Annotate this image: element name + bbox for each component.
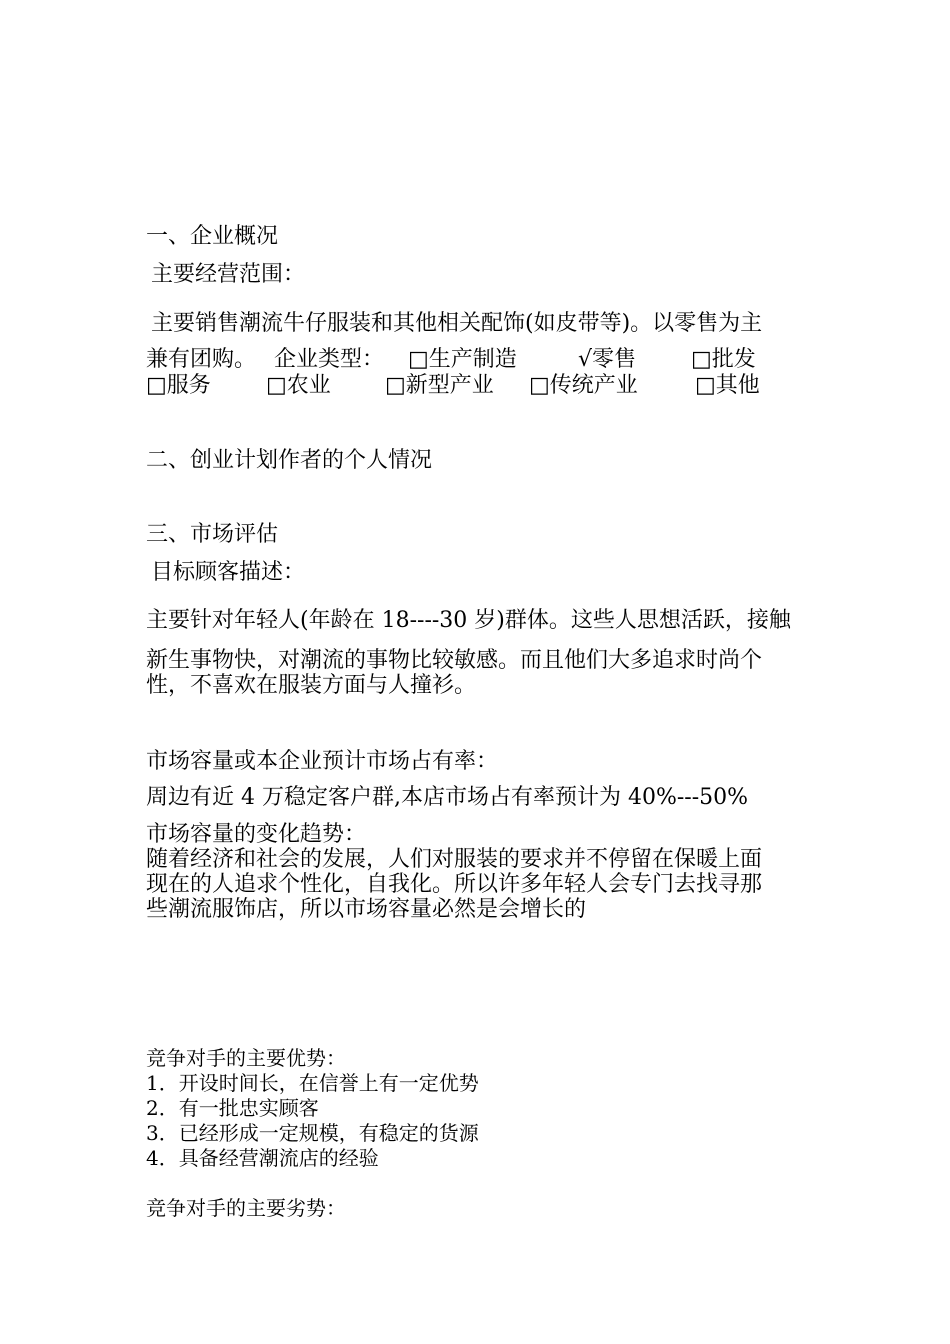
type-option-manufacturing: □生产制造 [408, 347, 517, 372]
section2-heading: 二、创业计划作者的个人情况 [146, 448, 433, 473]
target-line-3: 性，不喜欢在服装方面与人撞衫。 [146, 673, 477, 698]
section1-heading: 一、企业概况 [146, 224, 279, 249]
section3-heading: 三、市场评估 [146, 522, 279, 547]
trend-line-1: 随着经济和社会的发展，人们对服装的要求并不停留在保暖上面 [146, 847, 763, 872]
target-line-1: 主要针对年轻人(年龄在 18----30 岁)群体。这些人思想活跃，接触 [146, 608, 791, 633]
type-option-agriculture: □农业 [266, 373, 331, 398]
type-option-new-industry: □新型产业 [385, 373, 494, 398]
trend-label: 市场容量的变化趋势： [146, 822, 367, 847]
type-option-traditional-industry: □传统产业 [529, 373, 638, 398]
advantage-item-3: 3．已经形成一定规模，有稳定的货源 [146, 1121, 479, 1145]
type-option-other: □其他 [695, 373, 760, 398]
enterprise-type-label: 企业类型： [274, 347, 385, 372]
scope-label: 主要经营范围： [151, 262, 306, 287]
scope-text-line2: 兼有团购。 [146, 347, 257, 372]
type-option-wholesale: □批发 [691, 347, 756, 372]
market-capacity-label: 市场容量或本企业预计市场占有率： [146, 749, 499, 774]
type-option-service: □服务 [146, 373, 211, 398]
trend-line-3: 些潮流服饰店，所以市场容量必然是会增长的 [146, 897, 587, 922]
competitor-disadvantages-label: 竞争对手的主要劣势： [146, 1196, 346, 1220]
type-option-retail: √零售 [578, 347, 637, 372]
market-capacity-text: 周边有近 4 万稳定客户群,本店市场占有率预计为 40%---50% [146, 785, 749, 810]
trend-line-2: 现在的人追求个性化，自我化。所以许多年轻人会专门去找寻那 [146, 872, 763, 897]
competitor-advantages-label: 竞争对手的主要优势： [146, 1046, 346, 1070]
target-customer-label: 目标顾客描述： [151, 560, 306, 585]
target-line-2: 新生事物快，对潮流的事物比较敏感。而且他们大多追求时尚个 [146, 648, 763, 673]
scope-text-line1: 主要销售潮流牛仔服装和其他相关配饰(如皮带等)。以零售为主 [151, 311, 763, 336]
advantage-item-4: 4．具备经营潮流店的经验 [146, 1146, 379, 1170]
advantage-item-2: 2．有一批忠实顾客 [146, 1096, 319, 1120]
advantage-item-1: 1．开设时间长，在信誉上有一定优势 [146, 1071, 479, 1095]
